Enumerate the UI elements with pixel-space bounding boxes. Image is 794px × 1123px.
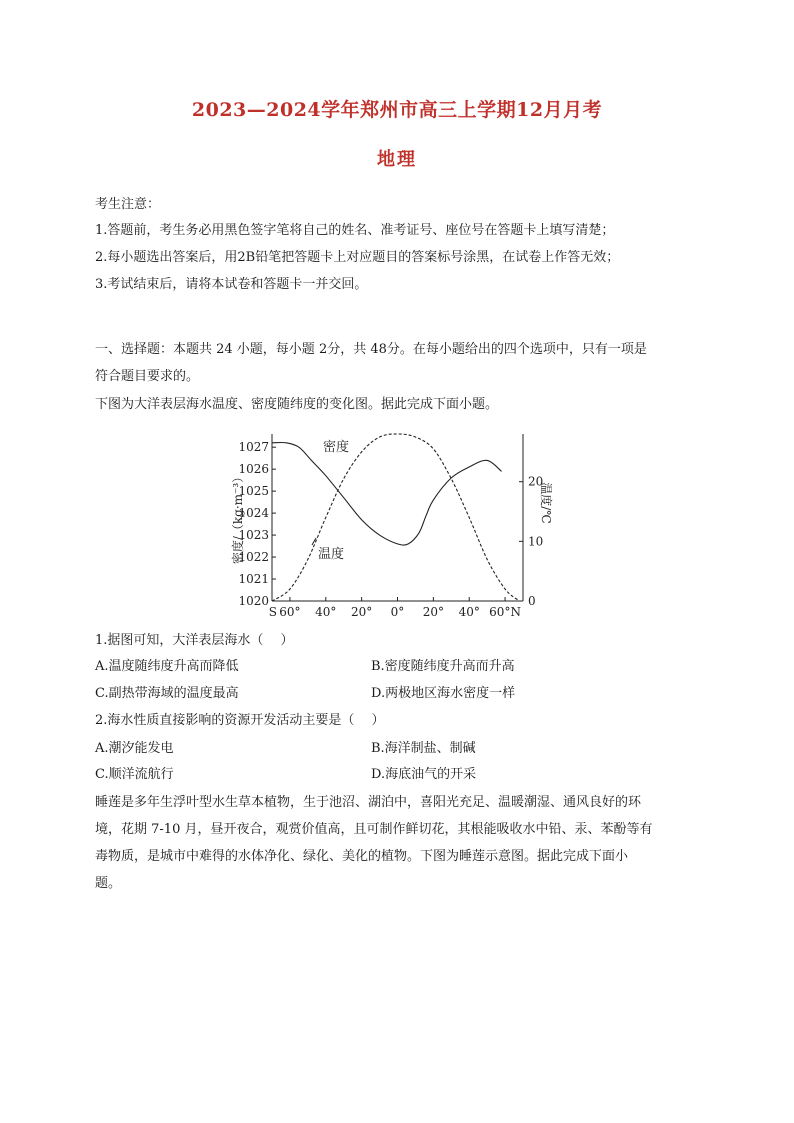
- left-tick-label: 1022: [238, 550, 269, 565]
- material-1: 下图为大洋表层海水温度、密度随纬度的变化图。据此完成下面小题。: [95, 397, 499, 412]
- material-2-line3: 毒物质，是城市中难得的水体净化、绿化、美化的植物。下图为睡莲示意图。据此完成下面小: [95, 849, 629, 864]
- subject-title: 地理: [377, 149, 417, 170]
- q1-option-d: D.两极地区海水密度一样: [371, 686, 516, 701]
- left-axis-label: 密度/（kg·m⁻³）: [231, 470, 245, 565]
- left-tick-label: 1021: [238, 572, 269, 587]
- notice-item-2: 2.每小题选出答案后，用2B铅笔把答题卡上对应题目的答案标号涂黑，在试卷上作答无效；: [95, 250, 620, 265]
- q1-option-b: B.密度随纬度升高而升高: [371, 659, 515, 674]
- x-tick-label: 60°N: [489, 605, 521, 619]
- right-tick-label: 0: [528, 594, 536, 608]
- x-tick-label: S: [268, 605, 277, 619]
- temperature-line: [272, 434, 519, 601]
- q1-stem: 1.据图可知，大洋表层海水（ ）: [95, 633, 294, 648]
- left-tick-label: 1020: [238, 594, 269, 608]
- q1-option-a: A.温度随纬度升高而降低: [95, 659, 239, 674]
- material-2-line2: 境，花期 7-10 月，昼开夜合，观赏价值高，且可制作鲜切花，其根能吸收水中铅、汞、苯酚等有: [95, 822, 653, 837]
- q2-option-b: B.海洋制盐、制碱: [371, 741, 476, 756]
- notice-item-1: 1.答题前，考生务必用黑色签字笔将自己的姓名、准考证号、座位号在答题卡上填写清楚；: [95, 223, 615, 238]
- density-series-label: 密度: [323, 440, 350, 455]
- section-intro-line2: 符合题目要求的。: [95, 369, 200, 384]
- right-axis-label: 温度/℃: [539, 482, 553, 524]
- notice-heading: 考生注意：: [95, 197, 161, 212]
- q2-option-c: C.顺洋流航行: [95, 767, 174, 782]
- q2-stem: 2.海水性质直接影响的资源开发活动主要是（ ）: [95, 713, 385, 728]
- left-tick-label: 1025: [238, 484, 269, 499]
- temperature-series-label: 温度: [318, 547, 345, 562]
- x-tick-label: 40°: [458, 605, 480, 619]
- left-tick-label: 1026: [238, 462, 269, 477]
- q2-option-d: D.海底油气的开采: [371, 767, 477, 782]
- x-tick-label: 60°: [279, 605, 301, 619]
- right-tick-label: 20: [528, 474, 544, 489]
- density-temperature-chart: [230, 428, 553, 624]
- section-intro-line1: 一、选择题：本题共 24 小题，每小题 2分，共 48分。在每小题给出的四个选项中，只有一项是: [95, 342, 647, 357]
- material-2-line4: 题。: [95, 876, 122, 891]
- q1-option-c: C.副热带海域的温度最高: [95, 686, 239, 701]
- notice-item-3: 3.考试结束后，请将本试卷和答题卡一并交回。: [95, 277, 368, 292]
- material-2-line1: 睡莲是多年生浮叶型水生草本植物，生于池沼、湖泊中，喜阳光充足、温暖潮湿、通风良好的环: [95, 795, 642, 810]
- left-tick-label: 1027: [238, 440, 269, 455]
- exam-title: 2023—2024学年郑州市高三上学期12月月考: [191, 99, 603, 121]
- x-tick-label: 0°: [390, 605, 405, 619]
- right-tick-label: 10: [528, 534, 544, 549]
- left-tick-label: 1024: [238, 506, 269, 521]
- q2-option-a: A.潮汐能发电: [95, 741, 174, 756]
- x-tick-label: 40°: [315, 605, 337, 619]
- x-tick-label: 20°: [351, 605, 373, 619]
- left-tick-label: 1023: [238, 528, 269, 543]
- density-line: [272, 442, 502, 545]
- x-tick-label: 20°: [422, 605, 444, 619]
